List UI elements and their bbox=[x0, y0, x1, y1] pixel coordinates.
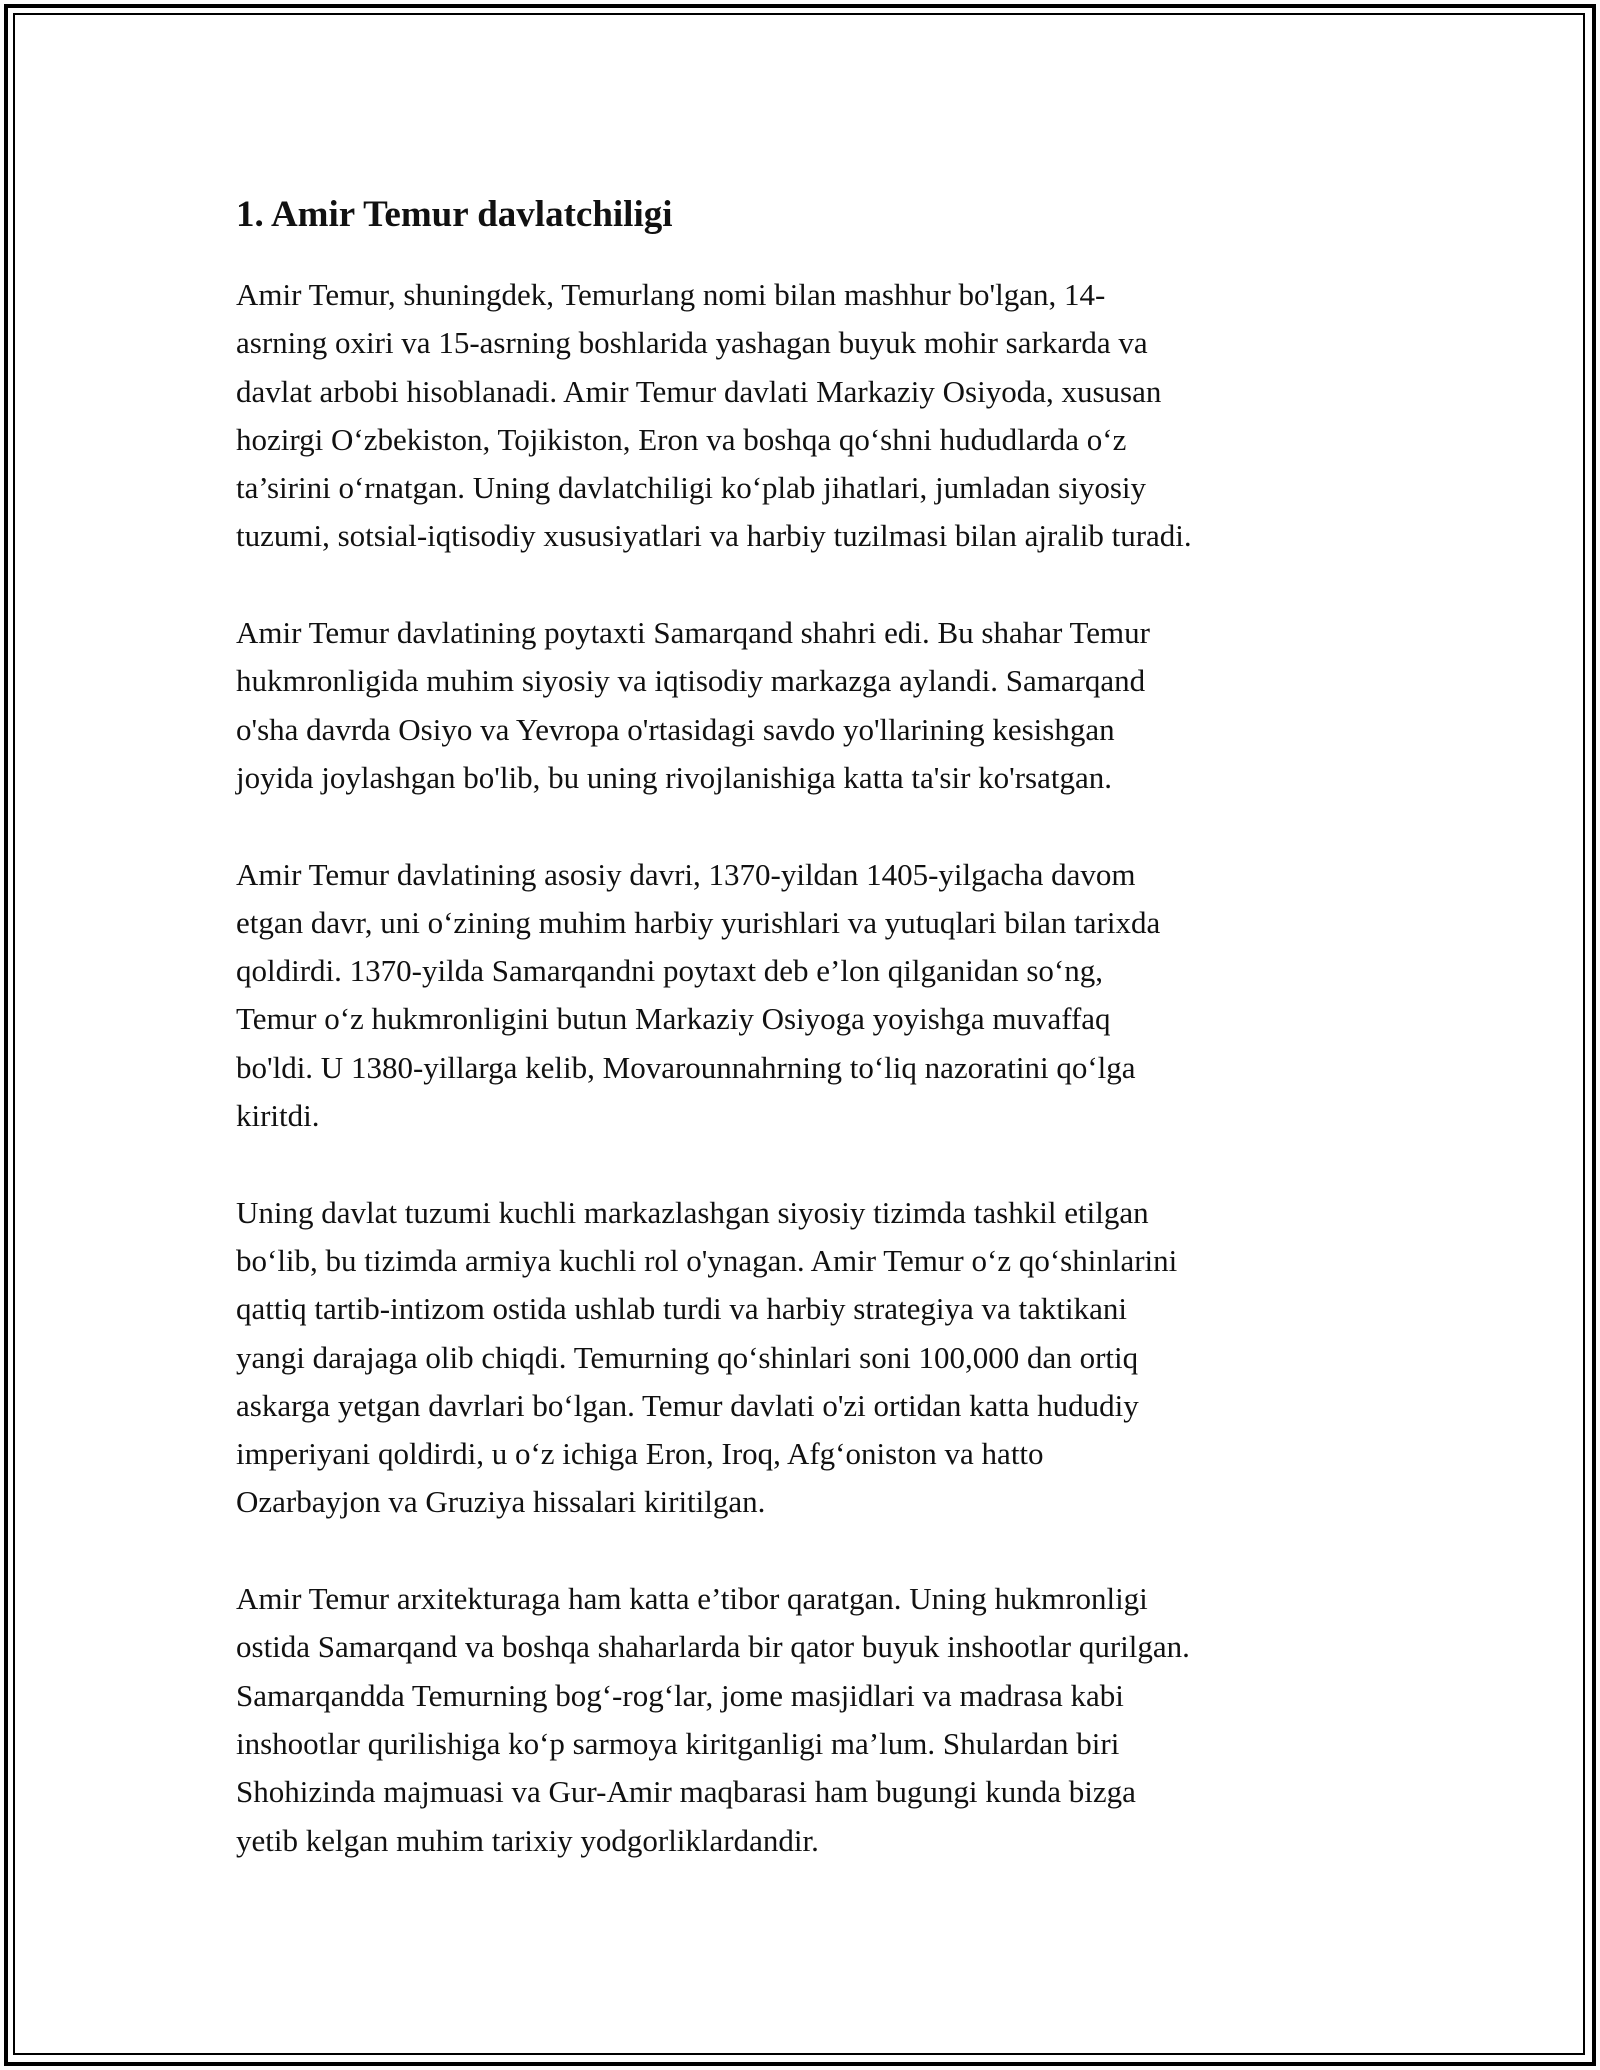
text-line: hukmronligida muhim siyosiy va iqtisodiy markazga aylandi. Samarqand bbox=[236, 663, 1146, 699]
text-line: Amir Temur, shuningdek, Temurlang nomi bilan mashhur bo'lgan, 14- bbox=[236, 277, 1106, 312]
text-line: Amir Temur davlatining poytaxti Samarqand shahri edi. Bu shahar Temur bbox=[236, 615, 1150, 651]
text-line: ta’sirini o‘rnatgan. Uning davlatchiligi ko‘plab jihatlari, jumladan siyosiy bbox=[236, 470, 1147, 506]
text-line: Uning davlat tuzumi kuchli markazlashgan siyosiy tizimda tashkil etilgan bbox=[236, 1194, 1149, 1230]
text-line: Samarqandda Temurning bog‘-rog‘lar, jome masjidlari va madrasa kabi bbox=[236, 1677, 1124, 1713]
paragraph bbox=[236, 851, 1376, 1141]
document-body bbox=[236, 185, 1376, 1913]
text-line: hozirgi O‘zbekiston, Tojikiston, Eron va boshqa qo‘shni hududlarda o‘z bbox=[236, 421, 1127, 457]
paragraph bbox=[236, 609, 1376, 802]
text-line: askarga yetgan davrlari bo‘lgan. Temur davlati o'zi ortidan katta hududiy bbox=[236, 1387, 1139, 1423]
text-line: Temur o‘z hukmronligini butun Markaziy Osiyoga yoyishga muvaffaq bbox=[236, 1001, 1111, 1037]
text-line: kiritdi. bbox=[236, 1098, 320, 1134]
paragraph bbox=[236, 1575, 1376, 1865]
text-line: Amir Temur davlatining asosiy davri, 1370-yildan 1405-yilgacha davom bbox=[236, 856, 1136, 892]
text-line: davlat arbobi hisoblanadi. Amir Temur davlati Markaziy Osiyoda, xususan bbox=[236, 373, 1162, 409]
text-line: inshootlar qurilishiga ko‘p sarmoya kiritganligi ma’lum. Shulardan biri bbox=[236, 1725, 1120, 1761]
text-line: asrning oxiri va 15-asrning boshlarida yashagan buyuk mohir sarkarda va bbox=[236, 325, 1148, 361]
text-line: tuzumi, sotsial-iqtisodiy xususiyatlari va harbiy tuzilmasi bilan ajralib turadi. bbox=[236, 518, 1192, 554]
text-line: Ozarbayjon va Gruziya hissalari kiritilgan. bbox=[236, 1484, 766, 1520]
text-line: Shohizinda majmuasi va Gur-Amir maqbarasi ham bugungi kunda bizga bbox=[236, 1774, 1136, 1810]
text-line: joyida joylashgan bo'lib, bu uning rivojlanishiga katta ta'sir ko'rsatgan. bbox=[236, 759, 1112, 795]
text-line: imperiyani qoldirdi, u o‘z ichiga Eron, Iroq, Afg‘oniston va hatto bbox=[236, 1436, 1044, 1472]
text-line: yangi darajaga olib chiqdi. Temurning qo‘shinlari soni 100,000 dan ortiq bbox=[236, 1339, 1139, 1375]
text-line: bo‘lib, bu tizimda armiya kuchli rol o'ynagan. Amir Temur o‘z qo‘shinlarini bbox=[236, 1242, 1178, 1278]
text-line: qattiq tartib-intizom ostida ushlab turdi va harbiy strategiya va taktikani bbox=[236, 1291, 1128, 1327]
text-line: yetib kelgan muhim tarixiy yodgorliklardandir. bbox=[236, 1822, 819, 1858]
text-line: qoldirdi. 1370-yilda Samarqandni poytaxt deb e’lon qilganidan so‘ng, bbox=[236, 953, 1103, 989]
text-line: o'sha davrda Osiyo va Yevropa o'rtasidagi savdo yo'llarining kesishgan bbox=[236, 711, 1115, 747]
paragraph bbox=[236, 1189, 1376, 1527]
paragraph-list bbox=[236, 271, 1376, 1865]
text-line: ostida Samarqand va boshqa shaharlarda bir qator buyuk inshootlar qurilgan. bbox=[236, 1629, 1190, 1665]
section-heading: 1. Amir Temur davlatchiligi bbox=[236, 194, 673, 235]
text-line: bo'ldi. U 1380-yillarga kelib, Movarounnahrning to‘liq nazoratini qo‘lga bbox=[236, 1049, 1136, 1085]
text-line: etgan davr, uni o‘zining muhim harbiy yurishlari va yutuqlari bilan tarixda bbox=[236, 904, 1161, 940]
text-line: Amir Temur arxitekturaga ham katta e’tibor qaratgan. Uning hukmronligi bbox=[236, 1581, 1148, 1617]
paragraph bbox=[236, 271, 1376, 561]
